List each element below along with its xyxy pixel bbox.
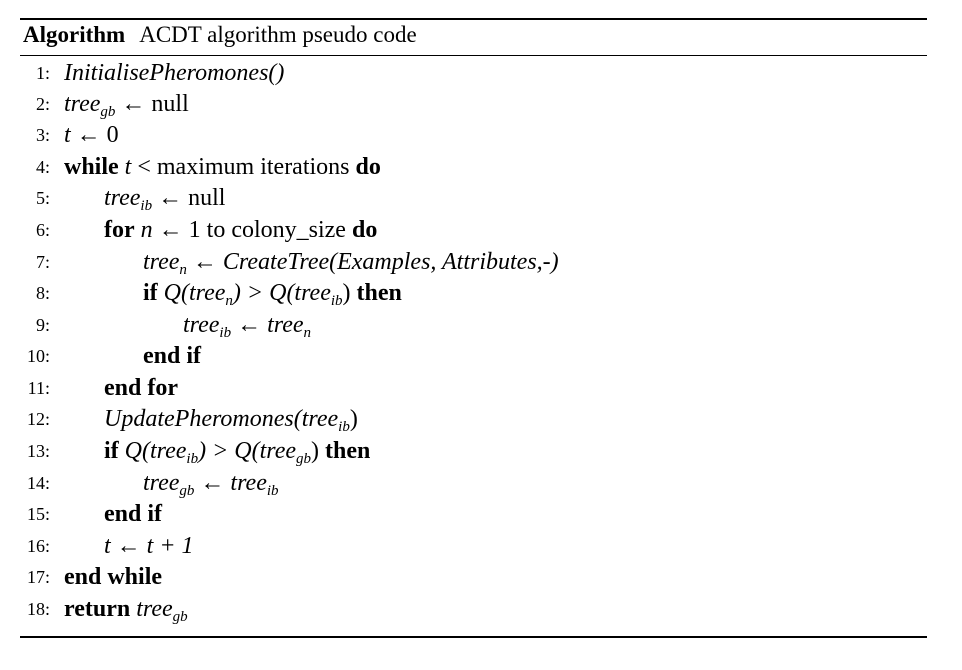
- condition-mid: ) > Q(tree: [232, 280, 331, 306]
- subscript: gb: [179, 483, 195, 499]
- header-rule: [20, 55, 927, 56]
- variable: tree: [136, 596, 173, 622]
- variable: tree: [143, 249, 180, 275]
- condition-end: ): [311, 438, 320, 464]
- line-number: 18:: [26, 599, 50, 619]
- expression: ← tree: [200, 470, 267, 496]
- top-rule: [20, 18, 927, 20]
- expression: ← 0: [76, 122, 119, 148]
- subscript: ib: [266, 483, 279, 499]
- keyword: end while: [64, 564, 163, 590]
- subscript: ib: [338, 419, 350, 435]
- line-number: 4:: [35, 157, 50, 177]
- line-number: 5:: [35, 188, 50, 208]
- variable: t: [124, 154, 132, 180]
- subscript: ib: [330, 293, 343, 309]
- subscript: n: [225, 293, 233, 309]
- subscript: ib: [219, 325, 232, 341]
- variable: t: [104, 533, 111, 559]
- line-number: 13:: [26, 441, 50, 461]
- line-number: 17:: [26, 567, 50, 587]
- expression: ← CreateTree(Examples, Attributes,-): [192, 249, 559, 275]
- expression: < maximum iterations: [137, 154, 350, 180]
- variable: tree: [143, 470, 180, 496]
- keyword: if: [143, 280, 158, 306]
- bottom-rule: [20, 636, 927, 638]
- keyword: end for: [104, 375, 178, 401]
- line-number: 10:: [26, 346, 50, 366]
- keyword: then: [325, 438, 371, 464]
- caption-title: ACDT algorithm pseudo code: [139, 22, 417, 47]
- keyword: do: [351, 217, 378, 243]
- expression: ← 1 to colony_size: [158, 217, 346, 243]
- line-number: 6:: [35, 220, 50, 240]
- keyword: return: [64, 596, 131, 622]
- variable: tree: [183, 312, 220, 338]
- line-number: 8:: [35, 283, 50, 303]
- keyword: then: [356, 280, 402, 306]
- keyword: do: [355, 154, 381, 180]
- subscript: gb: [172, 609, 188, 625]
- condition-end: ): [342, 280, 351, 306]
- line-number: 16:: [26, 536, 50, 556]
- keyword: while: [64, 154, 119, 180]
- variable: n: [140, 217, 153, 243]
- subscript: n: [303, 325, 312, 341]
- condition-mid: ) > Q(tree: [198, 438, 297, 464]
- line-number: 12:: [26, 409, 50, 429]
- subscript: gb: [100, 104, 116, 120]
- expression: ← tree: [237, 312, 304, 338]
- line-number: 2:: [35, 94, 50, 114]
- condition: Q(tree: [163, 280, 226, 306]
- subscript: ib: [140, 198, 153, 214]
- line-number: 3:: [35, 125, 50, 145]
- keyword: if: [104, 438, 119, 464]
- variable: t: [64, 122, 71, 148]
- condition: Q(tree: [124, 438, 187, 464]
- subscript: n: [179, 262, 187, 278]
- keyword: for: [104, 217, 135, 243]
- line-number: 1:: [35, 63, 50, 83]
- subscript: gb: [296, 451, 312, 467]
- line-text: InitialisePheromones(): [64, 60, 285, 86]
- line-number: 15:: [26, 504, 50, 524]
- keyword: end if: [104, 501, 163, 527]
- subscript: ib: [186, 451, 199, 467]
- keyword: end if: [143, 343, 202, 369]
- algorithm-caption: [23, 22, 417, 48]
- function-call: UpdatePheromones(tree: [104, 406, 339, 432]
- expression: ← null: [158, 185, 226, 211]
- expression: ← null: [121, 91, 189, 117]
- caption-label: Algorithm: [23, 22, 126, 47]
- call-end: ): [349, 406, 358, 432]
- expression: ← t + 1: [116, 533, 194, 559]
- line-number: 14:: [26, 473, 50, 493]
- variable: tree: [64, 91, 101, 117]
- line-number: 9:: [35, 315, 50, 335]
- line-number: 11:: [27, 378, 50, 398]
- variable: tree: [104, 185, 141, 211]
- line-number: 7:: [35, 252, 50, 272]
